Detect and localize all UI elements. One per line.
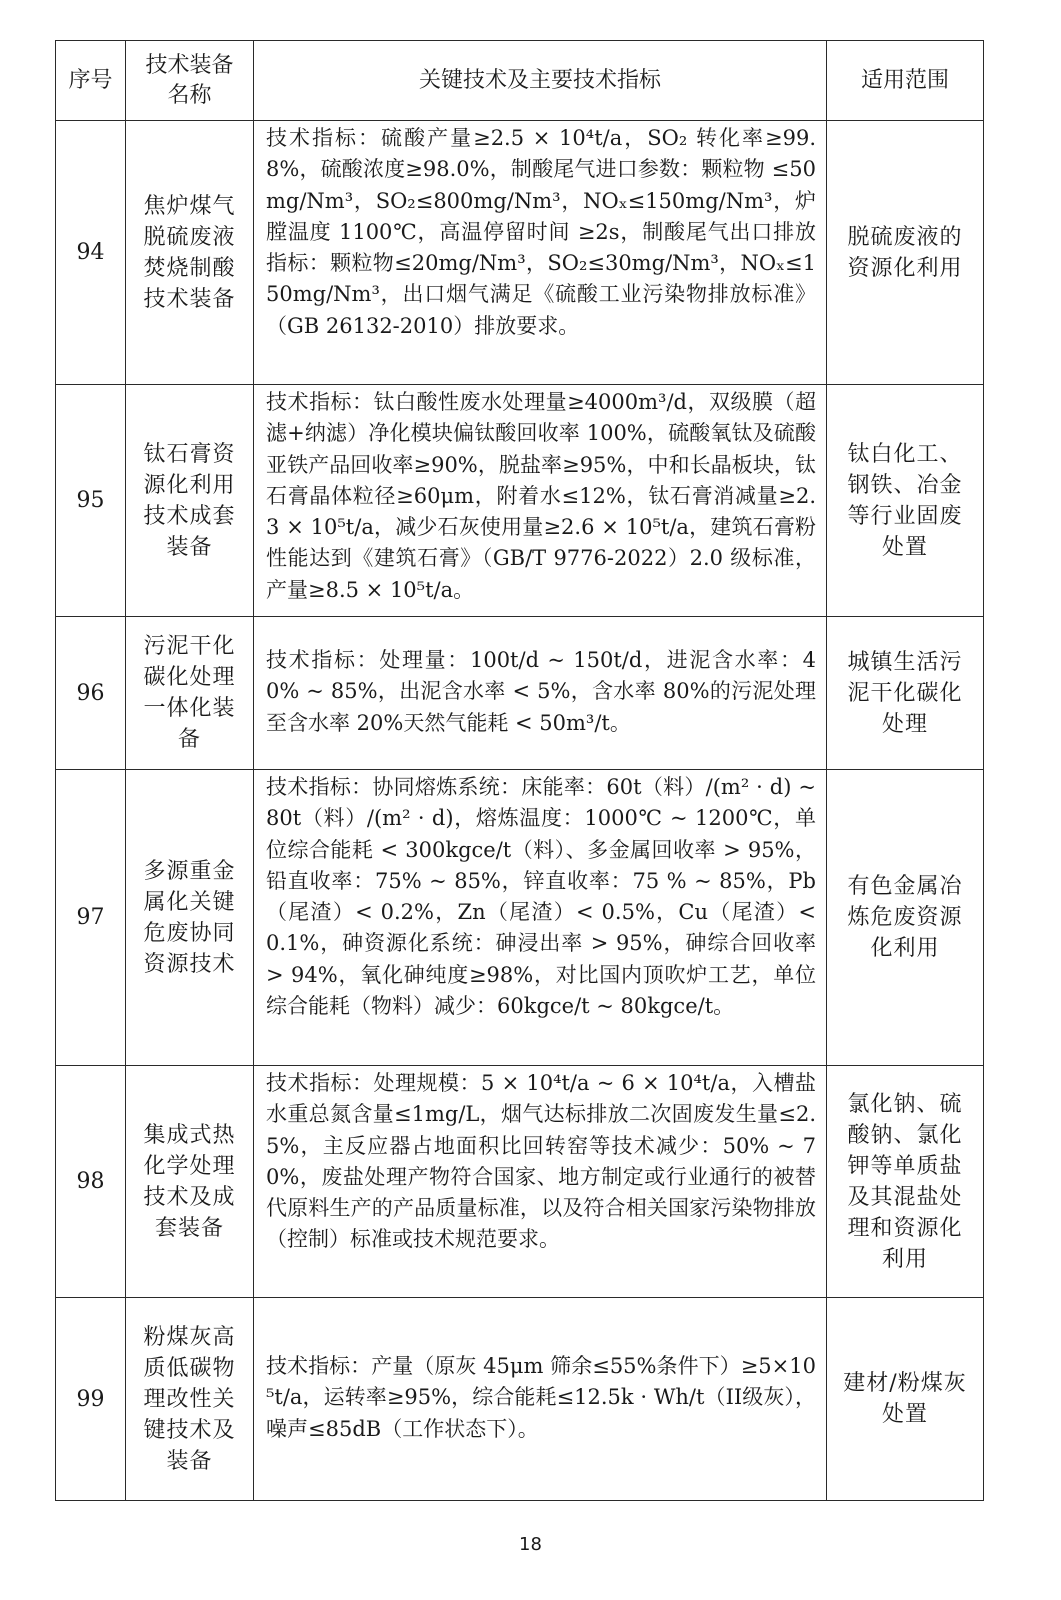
row-technical-indicators: 技术指标：产量（原灰 45μm 筛余≤55%条件下）≥5×10⁵t/a，运转率≥95%，综合能耗≤12.5k · Wh/t（II级灰），噪声≤85dB（工作状态下）。 xyxy=(254,1298,827,1501)
table-row xyxy=(56,385,984,617)
row-serial-number: 96 xyxy=(56,617,126,770)
row-equipment-name: 多源重金属化关键危废协同资源技术 xyxy=(126,770,254,1066)
row-serial-number: 97 xyxy=(56,770,126,1066)
equipment-catalog-table xyxy=(55,40,984,1501)
row-equipment-name: 焦炉煤气脱硫废液焚烧制酸技术装备 xyxy=(126,121,254,385)
row-equipment-name: 污泥干化碳化处理一体化装备 xyxy=(126,617,254,770)
table-row xyxy=(56,617,984,770)
row-serial-number: 99 xyxy=(56,1298,126,1501)
row-application-scope: 氯化钠、硫酸钠、氯化钾等单质盐及其混盐处理和资源化利用 xyxy=(827,1066,984,1298)
row-application-scope: 钛白化工、钢铁、冶金等行业固废处置 xyxy=(827,385,984,617)
row-serial-number: 98 xyxy=(56,1066,126,1298)
row-serial-number: 95 xyxy=(56,385,126,617)
row-equipment-name: 粉煤灰高质低碳物理改性关键技术及装备 xyxy=(126,1298,254,1501)
table-row xyxy=(56,1298,984,1501)
row-application-scope: 建材/粉煤灰处置 xyxy=(827,1298,984,1501)
table-row xyxy=(56,121,984,385)
row-technical-indicators: 技术指标：处理规模：5 × 10⁴t/a ~ 6 × 10⁴t/a，入槽盐水重总氮含量≤1mg/L，烟气达标排放二次固废发生量≤2.5%，主反应器占地面积比回转窑等技术减少：50% ~ 70%，废盐处理产物符合国家、地方制定或行业通行的被替代原料生产的产品质量标准，以及符合相关国家污染物排放（控制）标准或技术规范要求。 xyxy=(254,1066,827,1298)
table-header-row xyxy=(56,41,984,121)
row-technical-indicators: 技术指标：钛白酸性废水处理量≥4000m³/d，双级膜（超滤+纳滤）净化模块偏钛酸回收率 100%，硫酸氧钛及硫酸亚铁产品回收率≥90%，脱盐率≥95%，中和长晶板块，钛石膏晶体粒径≥60μm，附着水≤12%，钛石膏消减量≥2.3 × 10⁵t/a，减少石灰使用量≥2.6 × 10⁵t/a，建筑石膏粉性能达到《建筑石膏》（GB/T 9776-2022）2.0 级标准，产量≥8.5 × 10⁵t/a。 xyxy=(254,385,827,617)
row-serial-number: 94 xyxy=(56,121,126,385)
row-application-scope: 城镇生活污泥干化碳化处理 xyxy=(827,617,984,770)
table-row xyxy=(56,1066,984,1298)
header-application-scope: 适用范围 xyxy=(827,41,984,121)
row-application-scope: 有色金属冶炼危废资源化利用 xyxy=(827,770,984,1066)
row-equipment-name: 集成式热化学处理技术及成套装备 xyxy=(126,1066,254,1298)
header-equipment-name: 技术装备名称 xyxy=(126,41,254,121)
row-equipment-name: 钛石膏资源化利用技术成套装备 xyxy=(126,385,254,617)
row-technical-indicators: 技术指标：处理量：100t/d ~ 150t/d，进泥含水率：40% ~ 85%，出泥含水率 < 5%，含水率 80%的污泥处理至含水率 20%天然气能耗 < 50m³/t。 xyxy=(254,617,827,770)
row-application-scope: 脱硫废液的资源化利用 xyxy=(827,121,984,385)
header-serial-number: 序号 xyxy=(56,41,126,121)
header-key-technical-indicators: 关键技术及主要技术指标 xyxy=(254,41,827,121)
row-technical-indicators: 技术指标：硫酸产量≥2.5 × 10⁴t/a，SO₂ 转化率≥99.8%，硫酸浓度≥98.0%，制酸尾气进口参数：颗粒物 ≤50mg/Nm³，SO₂≤800mg/Nm³，NOₓ≤150mg/Nm³，炉膛温度 1100℃，高温停留时间 ≥2s，制酸尾气出口排放指标：颗粒物≤20mg/Nm³，SO₂≤30mg/Nm³，NOₓ≤150mg/Nm³，出口烟气满足《硫酸工业污染物排放标准》（GB 26132-2010）排放要求。 xyxy=(254,121,827,385)
page-number: 18 xyxy=(519,1534,542,1555)
row-technical-indicators: 技术指标：协同熔炼系统：床能率：60t（料）/(m² · d) ~ 80t（料）/(m² · d)，熔炼温度：1000℃ ~ 1200℃，单位综合能耗 < 300kgce/t（料）、多金属回收率 > 95%，铅直收率：75% ~ 85%，锌直收率：75 % ~ 85%，Pb（尾渣）< 0.2%，Zn（尾渣）< 0.5%，Cu（尾渣）< 0.1%，砷资源化系统：砷浸出率 > 95%，砷综合回收率 > 94%，氧化砷纯度≥98%，对比国内顶吹炉工艺，单位综合能耗（物料）减少：60kgce/t ~ 80kgce/t。 xyxy=(254,770,827,1066)
table-row xyxy=(56,770,984,1066)
